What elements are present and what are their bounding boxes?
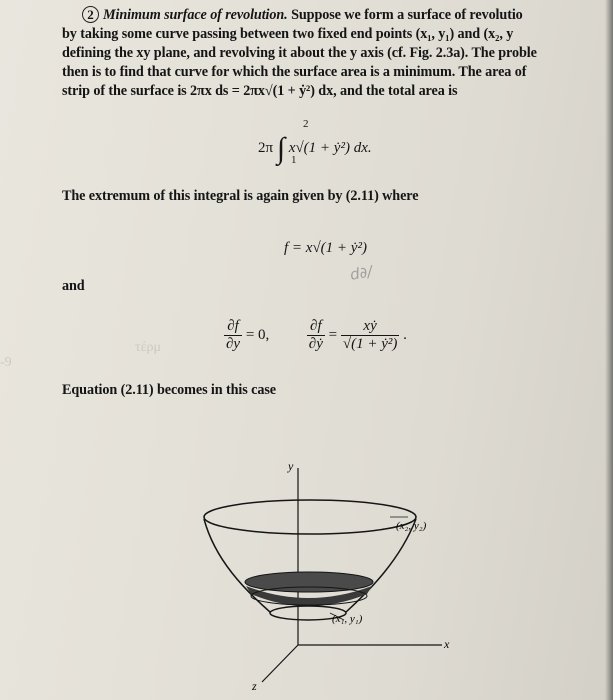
problem-line-3: defining the xy plane, and revolving it about the y axis (cf. Fig. 2.3a). The proble	[62, 45, 537, 61]
integrand: x√(1 + ẏ²) dx.	[288, 140, 372, 156]
integral-prefix: 2π	[258, 140, 274, 156]
text-extremum: The extremum of this integral is again given by (2.11) where	[62, 188, 419, 204]
xydot-numerator: xẏ	[341, 318, 400, 336]
problem-title: Minimum surface of revolution.	[103, 7, 288, 23]
f-equation: f = x√(1 + ẏ²)	[284, 240, 367, 256]
eq-sign: =	[328, 326, 338, 343]
label-point2: (x₂, y₂)	[396, 520, 427, 532]
problem-line-5: strip of the surface is 2πx ds = 2πx√(1 + ẏ²) dx, and the total area is	[62, 83, 458, 99]
bleed-through-text: τέρμ	[135, 340, 161, 355]
label-z: z	[252, 679, 257, 693]
integral-sign-icon: ∫	[276, 132, 286, 165]
label-x: x	[444, 637, 450, 651]
dy-denominator: ∂y	[226, 336, 241, 352]
sqrt-denominator: √(1 + ẏ²)	[342, 336, 398, 352]
handwritten-note: d∂/	[348, 262, 374, 284]
period: .	[403, 326, 407, 343]
page-edge-shadow	[605, 0, 613, 700]
integral-upper-limit: 2	[303, 118, 309, 130]
eq-zero: = 0,	[245, 326, 270, 343]
integral-lower-limit: 1	[291, 154, 297, 166]
text-becomes: Equation (2.11) becomes in this case	[62, 382, 276, 398]
dydot-denominator: ∂ẏ	[308, 336, 323, 352]
problem-line-2: by taking some curve passing between two fixed end points (x₁, y₁) and (x₂, y	[62, 26, 514, 42]
df2-numerator: ∂f	[307, 318, 325, 336]
surface-top-rim	[204, 500, 416, 534]
bleed-through-text: -9	[0, 355, 12, 370]
z-axis	[262, 645, 298, 682]
df-numerator: ∂f	[224, 318, 242, 336]
surface-left-profile	[204, 519, 270, 612]
text-and: and	[62, 278, 85, 294]
label-y: y	[288, 459, 294, 473]
label-point1: (x₁, y₁)	[332, 613, 363, 625]
problem-number-circle: 2	[82, 6, 99, 23]
problem-line-4: then is to find that curve for which the surface area is a minimum. The area of	[62, 64, 527, 80]
strip-upper-edge	[245, 572, 373, 592]
problem-line-1-rest: Suppose we form a surface of revolutio	[287, 7, 523, 23]
